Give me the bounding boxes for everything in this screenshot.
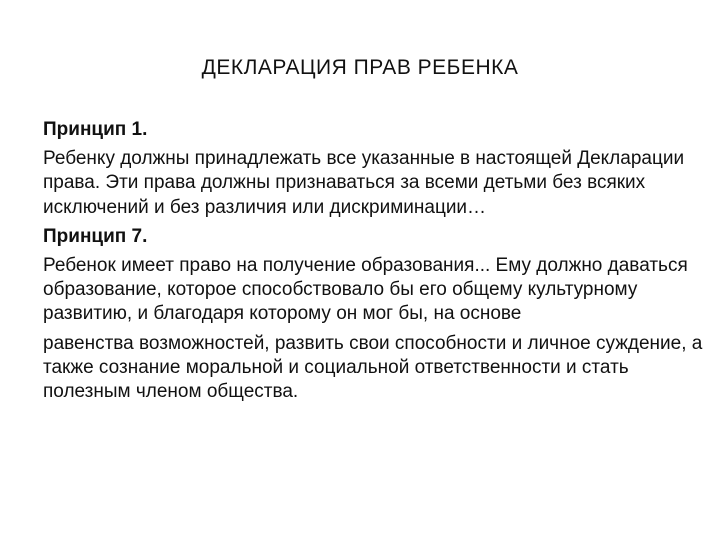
principle-1-heading: Принцип 1.	[43, 119, 148, 140]
principle-1-text: Ребенку должны принадлежать все указанные в настоящей Декларации права. Эти права должны признаваться за всеми детьми без всяких исключений и без различия или дискриминации…	[43, 148, 685, 218]
principle-7-text-part-1: Ребенок имеет право на получение образования... Ему должно даваться образование, которое способствовало бы его общему культурному развитию, и благодаря которому он мог бы, на основе	[43, 255, 688, 325]
principle-7-text-part-2: равенства возможностей, развить свои способности и личное суждение, а также сознание моральной и социальной ответственности и стать полезным членом общества.	[43, 332, 703, 403]
principle-7-heading: Принцип 7.	[43, 225, 148, 247]
slide-title: ДЕКЛАРАЦИЯ ПРАВ РЕБЕНКА	[201, 56, 519, 79]
slide-body	[43, 118, 708, 404]
